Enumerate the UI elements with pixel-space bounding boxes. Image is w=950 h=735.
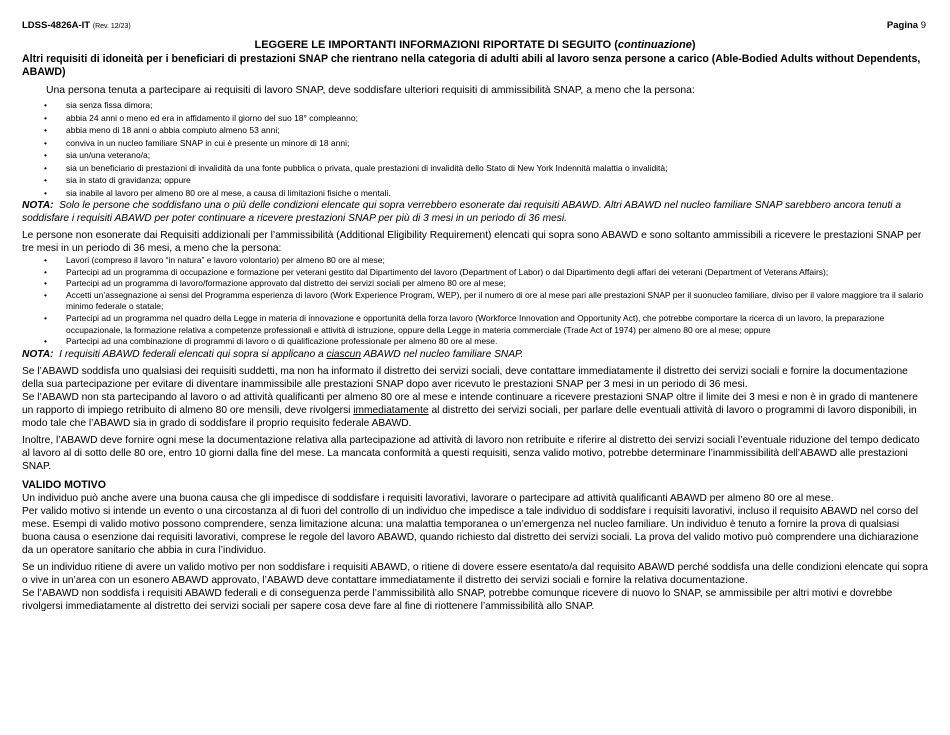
list-item: • sia in stato di gravidanza; oppure <box>22 174 928 187</box>
paragraph-text: Se l’ABAWD non sta partecipando al lavoro o ad attività qualificanti per almeno 80 ore al mese e intende continuare a ricevere prestazioni SNAP oltre il limite dei 3 mesi e non è in grado di mantenere un rapporto di impiego retribuito di almeno 80 ore mensili, deve rivolgersi <box>22 391 918 416</box>
form-code: LDSS-4826A-IT <box>22 20 91 31</box>
paragraph-text-end: al distretto dei servizi sociali, per parlare delle eventuali attività di lavoro o programmi di lavoro disponibili, in modo tale che l’ABAWD sia in grado di soddisfare il proprio requisito federale ABAWD. <box>22 404 917 429</box>
section2-intro: Le persone non esonerate dai Requisiti addizionali per l’ammissibilità (Additional Eligibility Requirement) elencati qui sopra sono ABAWD e sono soltanto ammissibili a ricevere le prestazioni SNAP per tre mesi in un periodo di 36 mesi, a meno che la persona: <box>22 230 922 254</box>
note-2 <box>22 348 928 361</box>
paragraph-good-cause-1: Un individuo può anche avere una buona causa che gli impedisce di soddisfare i requisiti lavorativi, lavorare o partecipare ad attività qualificanti ABAWD per almeno 80 ore al mese. <box>22 492 834 504</box>
paragraph-notify-district: Se l’ABAWD soddisfa uno qualsiasi dei requisiti suddetti, ma non ha informato il distretto dei servizi sociali, deve contattare immediatamente il distretto dei servizi sociali e fornire la documentazione della sua partecipazione per evitare di diventare inammissibile alle prestazioni SNAP dopo aver ricevuto le prestazioni SNAP per 3 mesi in un periodo di 36 mesi. <box>22 365 908 390</box>
section1-intro: Una persona tenuta a partecipare ai requisiti di lavoro SNAP, deve soddisfare ulteriori requisiti di ammissibilità SNAP, a meno che la persona: <box>46 85 695 96</box>
list-item: • Accetti un’assegnazione ai sensi del Programma esperienza di lavoro (Work Experience Program, WEP), per il numero di ore al mese pari alle prestazioni SNAP per il suonucleo familiare, diviso per il valore maggiore tra il salario minimo federale o statale; <box>22 290 928 313</box>
note-label: NOTA: <box>22 200 54 211</box>
form-revision: (Rev. 12/23) <box>92 23 131 30</box>
page-label: Pagina <box>886 20 919 31</box>
list-item: • abbia 24 anni o meno ed era in affidamento il giorno del suo 18° compleanno; <box>22 112 928 125</box>
paragraph-good-cause-4: Se l’ABAWD non soddisfa i requisiti ABAWD federali e di conseguenza perde l’ammissibilità allo SNAP, potrebbe comunque ricevere di nuovo lo SNAP, se ammissibile per altri motivi e dovrebbe rivolgersi immediatamente al distretto dei servizi sociali per sapere cosa deve fare al fine di riottenere l’ammissibilità allo SNAP. <box>22 587 893 612</box>
note-label: NOTA: <box>22 348 54 360</box>
list-item: • sia un/una veterano/a; <box>22 149 928 162</box>
note-text: Solo le persone che soddisfano una o più delle condizioni elencate qui sopra verrebbero esonerate dai requisiti ABAWD. Altri ABAWD nel nucleo familiare SNAP sarebbero ancora tenuti a soddisfare i requisiti ABAWD per poter continuare a ricevere prestazioni SNAP per più di 3 mesi in un periodo di 36 mesi. <box>22 200 902 224</box>
note-text-end: ABAWD nel nucleo familiare SNAP. <box>363 348 524 360</box>
list-item: • abbia meno di 18 anni o abbia compiuto almeno 53 anni; <box>22 124 928 137</box>
note-text: I requisiti ABAWD federali elencati qui sopra si applicano a <box>59 348 324 360</box>
list-item: • Partecipi ad un programma nel quadro della Legge in materia di innovazione e opportunità della forza lavoro (Workforce Innovation and Opportunity Act), che potrebbe comportare la ricerca di un lavoro, la preparazione occupazionale, la formazione relativa a competenze professionali e attività di istruzione, oppure della Legge in materia commerciale (Trade Act of 1974) per almeno 80 ore al mese; oppure <box>22 313 928 336</box>
list-item: • sia senza fissa dimora; <box>22 99 928 112</box>
paragraph-contact-district <box>22 391 928 430</box>
list-item: • Partecipi ad una combinazione di programmi di lavoro o di qualificazione professionale per almeno 80 ore al mese. <box>22 336 928 348</box>
paragraph-good-cause-2: Per valido motivo si intende un evento o una circostanza al di fuori del controllo di un individuo che impedisce a tale individuo di soddisfare i requisiti lavorativi, incluso il requisito ABAWD nel corso del mese. Esempi di valido motivo possono comprendere, senza limitazione alcuna: una malattia temporanea o un’emergenza nel nucleo familiare. Un individuo è tenuto a fornire la prova di qualsiasi buona causa o esenzione dai requisiti lavorativi, comprese le regole del lavoro ABAWD, quando richiesto dal distretto dei servizi sociali. La prova del valido motivo può comprendere una dichiarazione da un operatore sanitario che abbia in cura l’individuo. <box>22 505 919 556</box>
note-emphasis: ciascun <box>326 348 362 360</box>
exemption-list <box>22 99 928 199</box>
list-item: • Partecipi ad un programma di lavoro/formazione approvato dal distretto dei servizi sociali per almeno 80 ore al mese; <box>22 278 928 290</box>
section-heading-valido-motivo: VALIDO MOTIVO <box>22 478 106 491</box>
paragraph-good-cause-3: Se un individuo ritiene di avere un valido motivo per non soddisfare i requisiti ABAWD, o ritiene di dovere essere esentato/a dal requisito ABAWD perché soddisfa una delle condizioni elencate qui sopra o vive in un’area con un esonero ABAWD approvato, l’ABAWD deve contattare immediatamente il distretto dei servizi sociali e fornire la relativa documentazione. <box>22 561 928 586</box>
section-heading-abawd: Altri requisiti di idoneità per i beneficiari di prestazioni SNAP che rientrano nella categoria di adulti abili al lavoro senza persone a carico (Able-Bodied Adults without Dependents, ABAWD) <box>22 53 921 78</box>
title-italic: continuazione <box>617 39 692 51</box>
title-text: LEGGERE LE IMPORTANTI INFORMAZIONI RIPORTATE DI SEGUITO ( <box>254 39 618 51</box>
list-item: • conviva in un nucleo familiare SNAP in cui è presente un minore di 18 anni; <box>22 137 928 150</box>
page-number: 9 <box>920 20 926 31</box>
list-item: • sia un beneficiario di prestazioni di invalidità da una fonte pubblica o privata, quale prestazioni di invalidità dello Stato di New York Indennità malattia o invalidità; <box>22 162 928 175</box>
title-close: ) <box>691 39 696 51</box>
page-indicator <box>887 18 926 34</box>
page-header <box>22 18 928 36</box>
document-page <box>22 18 928 613</box>
list-item: • Partecipi ad un programma di occupazione e formazione per veterani gestito dal Dipartimento del lavoro (Department of Labor) o dal Dipartimento degli affari dei veterani (Department of Veterans Affairs); <box>22 267 928 279</box>
list-item: • Lavori (compreso il lavoro “in natura” e lavoro volontario) per almeno 80 ore al mese; <box>22 255 928 267</box>
page-title <box>22 39 928 52</box>
paragraph-emphasis: immediatamente <box>353 404 429 416</box>
list-item: • sia inabile al lavoro per almeno 80 ore al mese, a causa di limitazioni fisiche o mentali. <box>22 187 928 200</box>
note-1 <box>22 199 928 225</box>
paragraph-monthly-documentation: Inoltre, l’ABAWD deve fornire ogni mese la documentazione relativa alla partecipazione ad attività di lavoro non retribuite e riferire al distretto dei servizi sociali l’eventuale riduzione del tempo dedicato al lavoro al di sotto delle 80 ore, entro 10 giorni dalla fine del mese. La mancata conformità a questi requisiti, senza valido motivo, potrebbe determinare l’inammissibilità dell’ABAWD alle prestazioni SNAP. <box>22 434 920 472</box>
qualifying-activities-list <box>22 255 928 348</box>
